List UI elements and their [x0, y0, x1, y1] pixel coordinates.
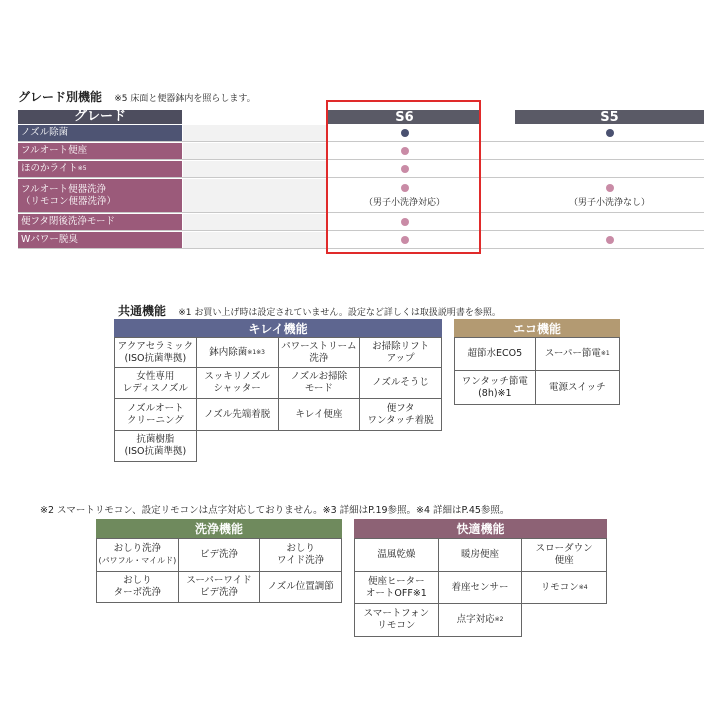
feature-cell: スーパーワイド ビデ洗浄 — [178, 572, 260, 603]
wash-table — [96, 538, 342, 603]
s5-cell — [515, 125, 704, 141]
s5-header: S5 — [515, 110, 704, 124]
feature-cell: 超節水ECO5 — [455, 338, 536, 371]
s5-dot — [606, 184, 614, 192]
light-sup: ※5 — [77, 165, 87, 172]
feature-cell: スローダウン 便座 — [522, 539, 607, 572]
comfort-header: 快適機能 — [354, 519, 607, 538]
feature-cell: 鉢内除菌$^{※1※3}$ — [196, 338, 278, 368]
s6-header: S6 — [328, 110, 481, 124]
feature-cell: 着座センサー — [438, 572, 522, 604]
flush-label-line2: （リモコン便器洗浄） — [21, 195, 117, 207]
s5-cell — [515, 161, 704, 177]
grade-row-label — [18, 179, 182, 212]
comfort-table — [354, 538, 607, 637]
grade-row-spacer — [183, 214, 327, 230]
feature-cell: おしり洗浄 (パワフル・マイルド) — [97, 539, 179, 572]
grade-row-label: Wパワー脱臭 — [18, 232, 182, 248]
s5-dot — [606, 129, 614, 137]
s5-cell — [515, 179, 704, 212]
feature-cell: ビデ洗浄 — [178, 539, 260, 572]
common-note: ※1 お買い上げ時は設定されていません。設定など詳しくは取扱説明書を参照。 — [178, 308, 501, 318]
feature-cell: スマートフォン リモコン — [355, 604, 439, 637]
s5-flush-note: （男子小洗浄なし） — [568, 197, 650, 208]
light-label-text: ほのかライト — [21, 163, 78, 174]
feature-cell: アクアセラミック (ISO抗菌準拠) — [115, 338, 197, 368]
feature-cell: ノズルお掃除 モード — [278, 368, 360, 399]
grade-row-spacer — [183, 143, 327, 159]
grade-header-label: グレード — [18, 110, 182, 124]
feature-cell: おしり ワイド洗浄 — [260, 539, 342, 572]
grade-row-spacer — [183, 125, 327, 141]
feature-cell: ノズルオート クリーニング — [115, 399, 197, 431]
s6-flush-note: （男子小洗浄対応） — [363, 197, 445, 208]
feature-cell: 電源スイッチ — [535, 371, 619, 405]
grade-row-spacer — [183, 232, 327, 248]
grade-row-label: フルオート便座 — [18, 143, 182, 159]
feature-cell: ワンタッチ節電 (8h)※1 — [455, 371, 536, 405]
s6-highlight-frame — [326, 100, 481, 254]
grade-row-spacer — [183, 179, 327, 212]
feature-cell: 便座ヒーター オートOFF※1 — [355, 572, 439, 604]
feature-cell: ノズル先端着脱 — [196, 399, 278, 431]
footnote-line: ※2 スマートリモコン、設定リモコンは点字対応しておりません。※3 詳細はP.19参照。※4 詳細はP.45参照。 — [40, 505, 510, 516]
kirei-table — [114, 337, 442, 462]
empty-cell — [522, 604, 607, 637]
s5-cell — [515, 232, 704, 248]
common-title-text: 共通機能 — [118, 304, 167, 318]
kirei-header: キレイ機能 — [114, 319, 442, 337]
wash-header: 洗浄機能 — [96, 519, 342, 538]
feature-cell: スッキリノズル シャッター — [196, 368, 278, 399]
feature-cell: 点字対応$^{※2}$ — [438, 604, 522, 637]
feature-cell: 暖房便座 — [438, 539, 522, 572]
feature-cell: 女性専用 レディスノズル — [115, 368, 197, 399]
grade-row-spacer — [183, 161, 327, 177]
s5-cell — [515, 143, 704, 159]
common-section-title — [118, 302, 501, 319]
empty-cell — [278, 431, 360, 462]
grade-title-text: グレード別機能 — [18, 90, 103, 104]
s5-cell — [515, 214, 704, 230]
empty-cell — [360, 431, 442, 462]
feature-cell: リモコン$^{※4}$ — [522, 572, 607, 604]
eco-header: エコ機能 — [454, 319, 620, 337]
grade-section-title — [18, 88, 256, 105]
feature-cell: キレイ便座 — [278, 399, 360, 431]
feature-cell: お掃除リフト アップ — [360, 338, 442, 368]
grade-row-label — [18, 161, 182, 177]
eco-table — [454, 337, 620, 405]
feature-cell: パワーストリーム 洗浄 — [278, 338, 360, 368]
grade-note: ※5 床面と便器鉢内を照らします。 — [114, 94, 256, 104]
feature-cell: おしり ターボ洗浄 — [97, 572, 179, 603]
grade-row-label: ノズル除菌 — [18, 125, 182, 141]
s5-dot — [606, 236, 614, 244]
flush-label-line1: フルオート便器洗浄 — [21, 183, 107, 195]
feature-cell: 抗菌樹脂 (ISO抗菌準拠) — [115, 431, 197, 462]
feature-cell: ノズル位置調節 — [260, 572, 342, 603]
grade-row-label: 便フタ閉後洗浄モード — [18, 214, 182, 230]
feature-cell: スーパー節電$^{※1}$ — [535, 338, 619, 371]
empty-cell — [196, 431, 278, 462]
feature-cell: ノズルそうじ — [360, 368, 442, 399]
feature-cell: 温風乾燥 — [355, 539, 439, 572]
feature-cell: 便フタ ワンタッチ着脱 — [360, 399, 442, 431]
